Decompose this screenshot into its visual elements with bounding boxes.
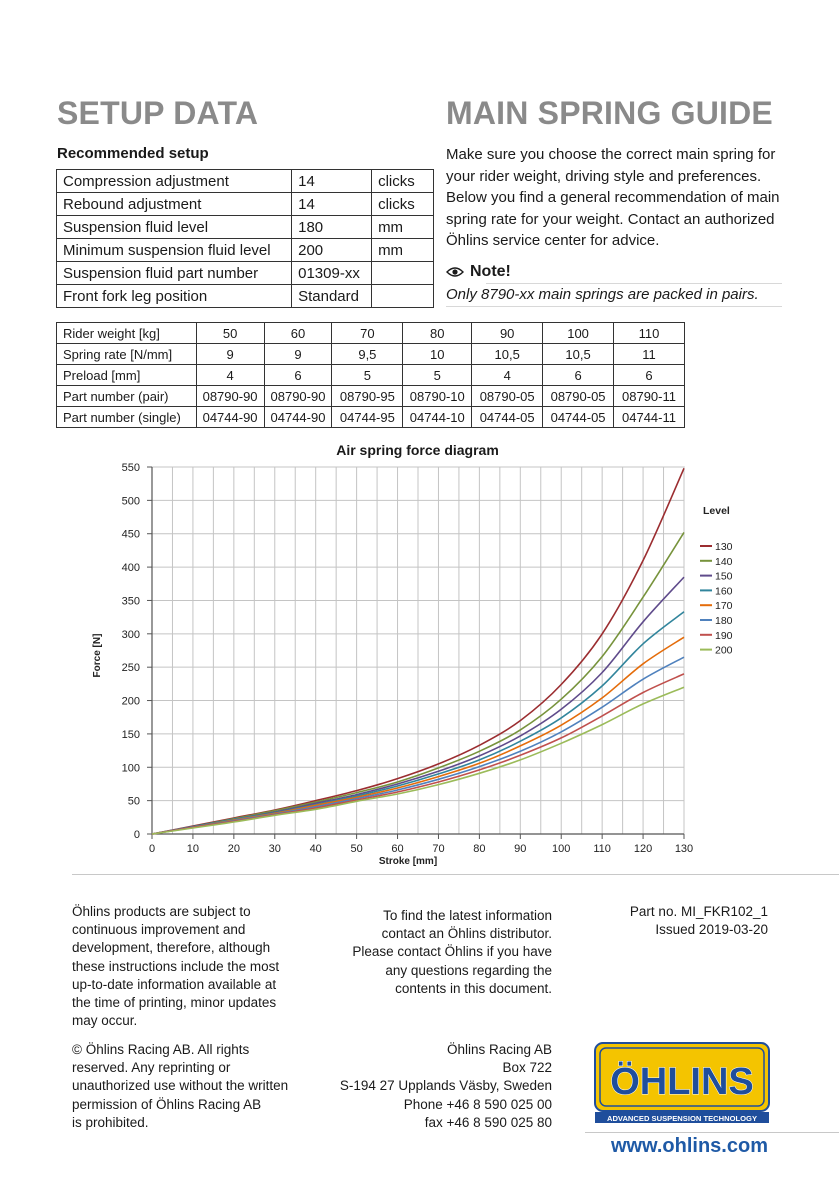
setup-row [57, 285, 434, 308]
rate-cell: 08790-90 [196, 386, 264, 407]
setup-data-title: SETUP DATA [57, 95, 259, 131]
footer-line: these instructions include the most [72, 958, 280, 974]
copyright-text [72, 1041, 322, 1132]
chart-title: Air spring force diagram [336, 442, 499, 458]
footer-line: the time of printing, minor updates [72, 995, 277, 1011]
y-tick-label: 0 [133, 829, 140, 841]
setup-cell [372, 285, 434, 308]
footer-line: up-to-date information available at [72, 976, 277, 992]
setup-cell [372, 262, 434, 285]
rate-cell: 5 [332, 365, 403, 386]
rate-cell: 9 [196, 344, 264, 365]
setup-row [57, 239, 434, 262]
rate-cell: 5 [403, 365, 472, 386]
x-tick-label: 90 [514, 843, 527, 855]
footer-line: Öhlins Racing AB [446, 1042, 552, 1057]
rate-cell: 70 [332, 323, 403, 344]
setup-cell: mm [372, 216, 434, 239]
guide-line: Make sure you choose the correct main spring for [446, 146, 776, 163]
y-tick-label: 550 [121, 462, 140, 474]
setup-row [57, 216, 434, 239]
spring-rate-table [56, 322, 685, 428]
rate-cell: 04744-05 [543, 407, 614, 428]
footer-line: fax +46 8 590 025 80 [424, 1114, 552, 1130]
y-tick-label: 350 [121, 595, 140, 608]
rate-cell: 4 [196, 365, 264, 386]
rate-cell: 04744-95 [332, 407, 403, 428]
y-tick-label: 100 [121, 762, 140, 775]
footer-line: unauthorized use without the written [72, 1078, 289, 1094]
logo-wordmark: ÖHLINS [610, 1061, 754, 1103]
legend-entry: 130 [715, 541, 733, 553]
rate-row-label: Part number (pair) [57, 386, 197, 407]
x-tick-label: 10 [186, 843, 200, 855]
rate-row [57, 344, 685, 365]
legend-entry: 140 [715, 555, 733, 568]
footer-line: any questions regarding the [385, 962, 552, 978]
rate-cell: 11 [614, 344, 685, 365]
footer-line: © Öhlins Racing AB. All rights [72, 1042, 250, 1057]
legend-entry: 160 [715, 585, 733, 598]
footer-line: Please contact Öhlins if you have [352, 944, 552, 960]
setup-table [56, 169, 434, 308]
rate-row-label: Spring rate [N/mm] [57, 344, 197, 365]
setup-cell: clicks [372, 193, 434, 216]
footer-line: Öhlins products are subject to [72, 904, 251, 919]
x-tick-label: 20 [227, 843, 240, 855]
y-tick-label: 450 [121, 528, 140, 541]
setup-cell: 180 [292, 216, 372, 239]
rate-cell: 08790-90 [264, 386, 332, 407]
footer-line: Phone +46 8 590 025 00 [403, 1096, 552, 1112]
rate-cell: 10 [403, 344, 472, 365]
setup-cell: Front fork leg position [57, 285, 292, 308]
rate-cell: 6 [264, 365, 332, 386]
x-tick-label: 30 [268, 843, 281, 855]
rate-row-label: Part number (single) [57, 407, 197, 428]
y-tick-label: 200 [121, 695, 140, 708]
y-tick-label: 300 [121, 628, 140, 641]
recommended-setup-heading: Recommended setup [57, 145, 209, 162]
spring-guide-text [446, 144, 826, 252]
air-spring-force-chart [0, 455, 839, 875]
rate-cell: 100 [543, 323, 614, 344]
y-tick-label: 50 [127, 795, 140, 808]
rate-cell: 04744-90 [264, 407, 332, 428]
footer-line: contact an Öhlins distributor. [381, 926, 552, 942]
rate-cell: 9 [264, 344, 332, 365]
rate-cell: 110 [614, 323, 685, 344]
setup-cell: Minimum suspension fluid level [57, 239, 292, 262]
x-tick-label: 80 [473, 843, 486, 855]
rate-cell: 80 [403, 323, 472, 344]
x-tick-label: 60 [391, 843, 404, 855]
setup-cell: mm [372, 239, 434, 262]
website-divider [585, 1132, 839, 1133]
logo-tagline: ADVANCED SUSPENSION TECHNOLOGY [606, 1114, 758, 1123]
footer-line: is prohibited. [72, 1114, 149, 1130]
footer-line: may occur. [72, 1013, 138, 1029]
x-tick-label: 40 [309, 843, 322, 855]
setup-row [57, 170, 434, 193]
website-link[interactable]: www.ohlins.com [610, 1135, 768, 1157]
guide-line: your rider weight, driving style and preferences. [446, 167, 762, 185]
setup-cell: Rebound adjustment [57, 193, 292, 216]
setup-cell: 200 [292, 239, 372, 262]
y-tick-label: 150 [121, 728, 140, 741]
x-tick-label: 50 [350, 843, 363, 855]
legend-entry: 190 [715, 629, 733, 642]
y-axis-label: Force [N] [92, 633, 103, 678]
footer-line: permission of Öhlins Racing AB [72, 1096, 262, 1112]
legend-entry: 180 [715, 615, 733, 627]
x-axis-label: Stroke [mm] [378, 856, 438, 867]
rate-cell: 08790-05 [543, 386, 614, 407]
rate-cell: 4 [472, 365, 543, 386]
rate-cell: 08790-05 [472, 386, 543, 407]
rate-cell: 08790-11 [614, 386, 685, 407]
footer-line: continuous improvement and [72, 922, 246, 938]
x-tick-label: 110 [593, 843, 611, 855]
rate-cell: 50 [196, 323, 264, 344]
y-tick-label: 250 [121, 662, 140, 675]
guide-line: Öhlins service center for advice. [446, 232, 660, 249]
document-info [590, 903, 768, 939]
rate-row [57, 323, 685, 344]
x-tick-label: 130 [674, 843, 694, 855]
footer-line: development, therefore, although [72, 940, 271, 956]
footer-line: S-194 27 Upplands Väsby, Sweden [339, 1078, 552, 1094]
setup-cell: 01309-xx [292, 262, 372, 285]
x-tick-label: 70 [432, 843, 445, 855]
guide-line: spring rate for your weight. Contact an authorized [446, 210, 775, 228]
company-address [312, 1041, 552, 1132]
rate-row [57, 407, 685, 428]
note-text: Only 8790-xx main springs are packed in pairs. [446, 286, 759, 303]
footer-divider [72, 874, 839, 875]
legend-entry: 150 [715, 570, 733, 583]
rate-cell: 08790-10 [403, 386, 472, 407]
setup-row [57, 193, 434, 216]
rate-row [57, 365, 685, 386]
x-tick-label: 120 [633, 843, 653, 855]
setup-cell: Suspension fluid level [57, 216, 292, 239]
rate-row-label: Rider weight [kg] [57, 323, 197, 344]
part-number: Part no. MI_FKR102_1 [629, 904, 768, 919]
setup-cell: 14 [292, 193, 372, 216]
rate-cell: 10,5 [543, 344, 614, 365]
rate-cell: 04744-90 [196, 407, 264, 428]
x-tick-label: 0 [148, 843, 156, 855]
rate-row [57, 386, 685, 407]
note-divider [446, 306, 782, 307]
setup-cell: 14 [292, 170, 372, 193]
note-divider [486, 283, 782, 284]
guide-line: Below you find a general recommendation of main [446, 189, 780, 206]
legend-title: Level [703, 505, 730, 517]
y-tick-label: 400 [121, 562, 140, 575]
setup-cell: Compression adjustment [57, 170, 292, 193]
x-tick-label: 100 [552, 843, 571, 855]
footer-line: To find the latest information [383, 908, 552, 923]
rate-cell: 60 [264, 323, 332, 344]
footer-line: Box 722 [502, 1060, 552, 1076]
legend-entry: 170 [715, 600, 733, 613]
rate-cell: 08790-95 [332, 386, 403, 407]
footer-line: reserved. Any reprinting or [72, 1060, 231, 1076]
rate-row-label: Preload [mm] [57, 365, 197, 386]
setup-row [57, 262, 434, 285]
rate-cell: 6 [614, 365, 685, 386]
rate-cell: 04744-11 [614, 407, 685, 428]
disclaimer-text [72, 903, 322, 1030]
issue-date: Issued 2019-03-20 [655, 922, 768, 938]
legend-entry: 200 [715, 644, 733, 657]
main-spring-guide-title: MAIN SPRING GUIDE [446, 95, 773, 131]
note-title: Note! [470, 263, 511, 280]
rate-cell: 6 [543, 365, 614, 386]
setup-cell: Suspension fluid part number [57, 262, 292, 285]
setup-cell: clicks [372, 170, 434, 193]
rate-cell: 10,5 [472, 344, 543, 365]
rate-cell: 04744-05 [472, 407, 543, 428]
rate-cell: 90 [472, 323, 543, 344]
contact-info-text [312, 907, 552, 998]
eye-icon [446, 266, 464, 278]
footer-line: contents in this document. [395, 980, 552, 996]
rate-cell: 04744-10 [403, 407, 472, 428]
ohlins-logo [594, 1042, 770, 1124]
y-tick-label: 500 [121, 495, 140, 508]
rate-cell: 9,5 [332, 344, 403, 365]
setup-cell: Standard [292, 285, 372, 308]
note-box [446, 263, 782, 307]
